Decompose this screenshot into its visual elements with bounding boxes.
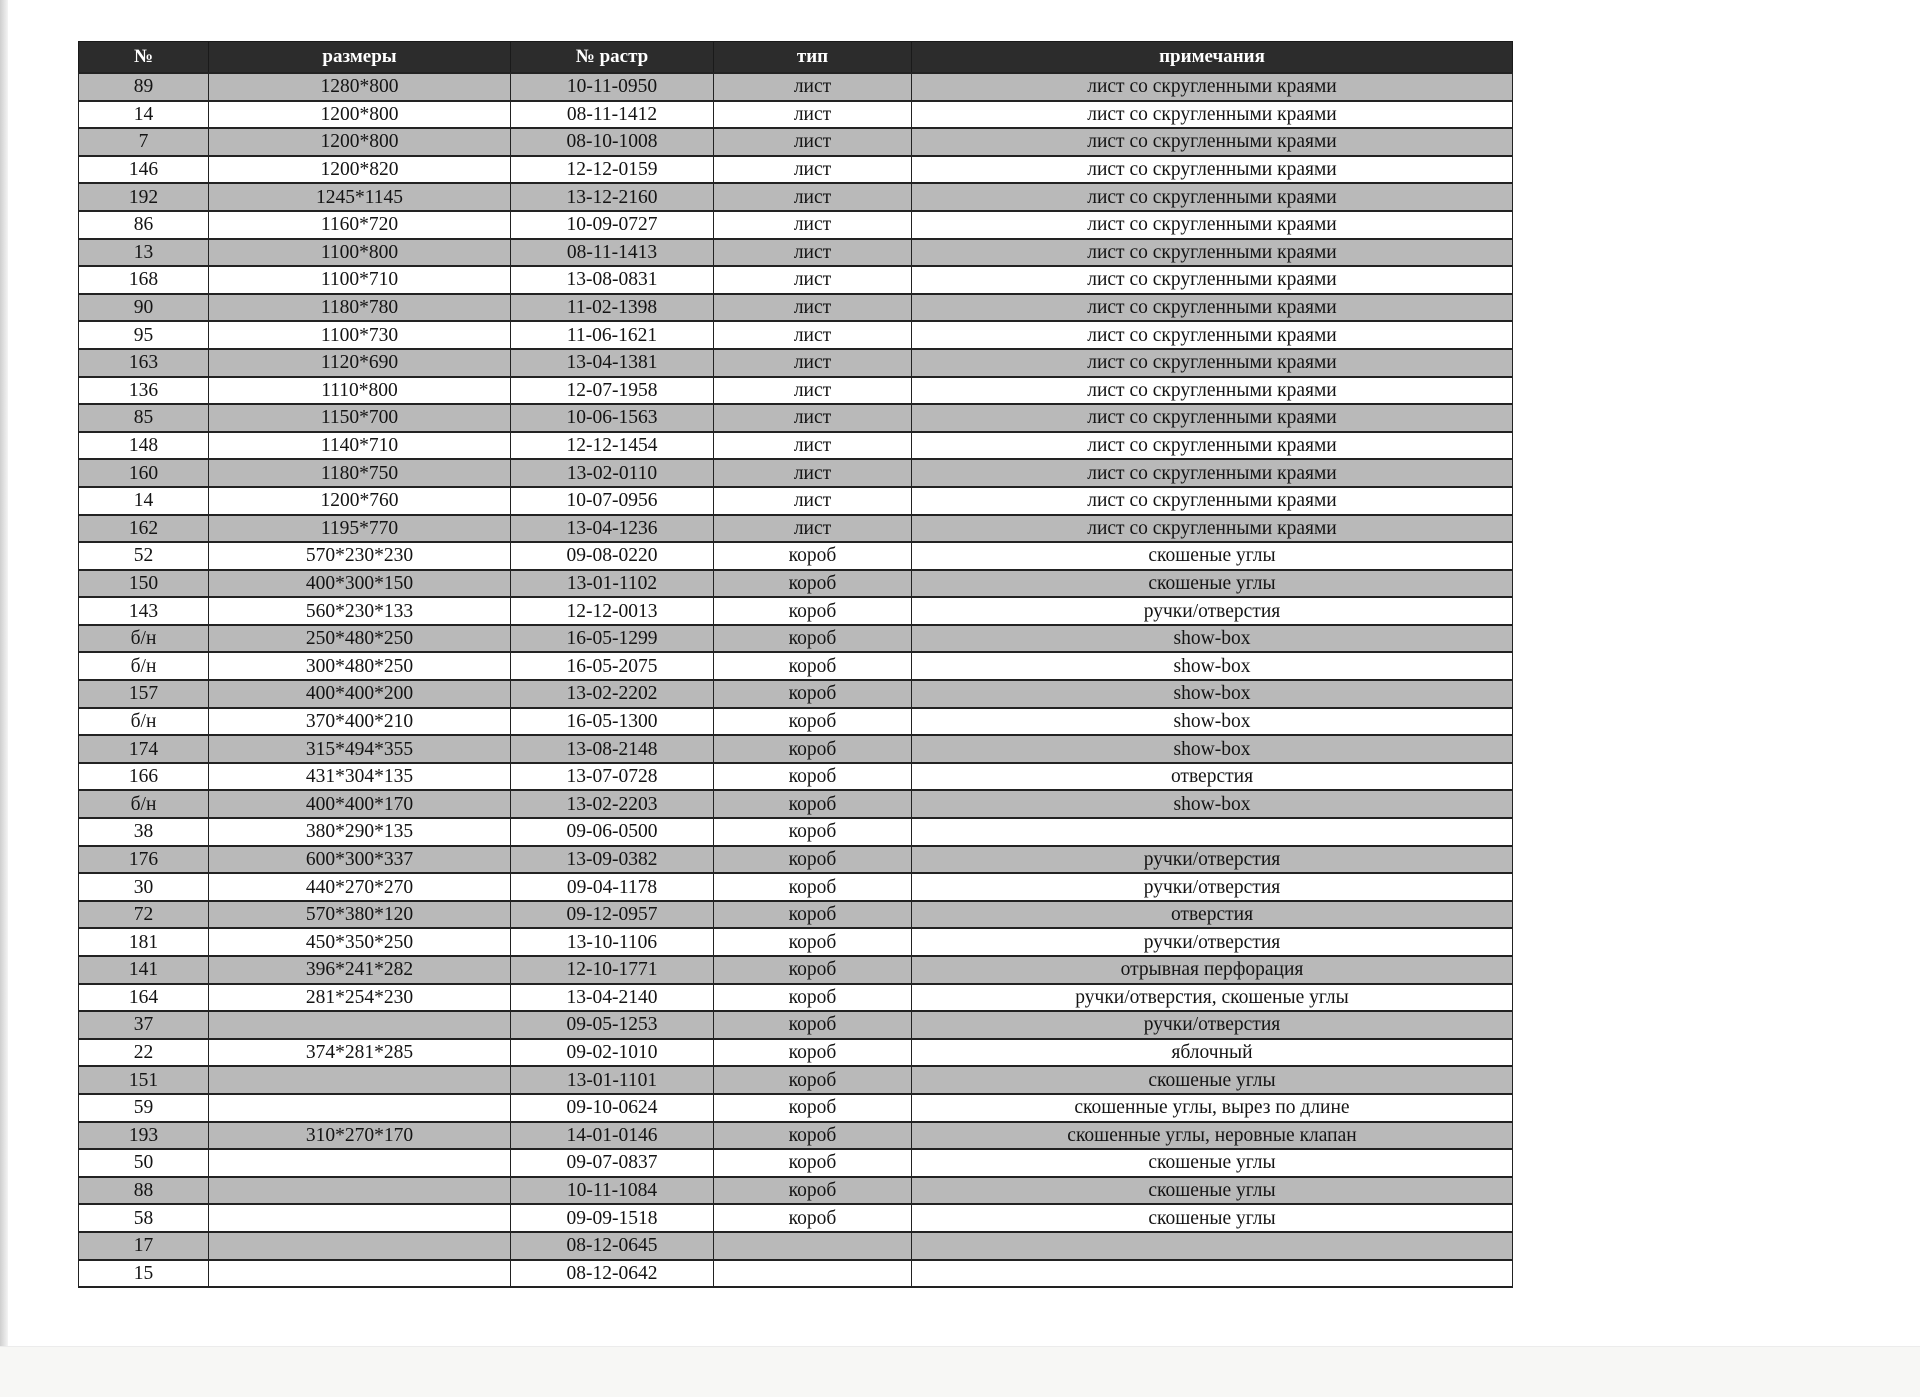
cell-dimensions: 281*254*230	[209, 984, 511, 1012]
cell-notes	[912, 818, 1513, 846]
cell-raster-number: 09-09-1518	[511, 1204, 714, 1232]
cell-dimensions: 1100*710	[209, 266, 511, 294]
cell-number: 52	[79, 542, 209, 570]
cell-notes: лист со скругленными краями	[912, 515, 1513, 543]
cell-dimensions: 1110*800	[209, 377, 511, 405]
cell-notes: ручки/отверстия	[912, 928, 1513, 956]
cell-raster-number: 13-12-2160	[511, 183, 714, 211]
cell-notes: лист со скругленными краями	[912, 294, 1513, 322]
table-row	[79, 487, 1513, 515]
cell-raster-number: 11-06-1621	[511, 321, 714, 349]
cell-dimensions: 570*230*230	[209, 542, 511, 570]
table-row	[79, 515, 1513, 543]
cell-type: лист	[714, 211, 912, 239]
cell-type: короб	[714, 625, 912, 653]
cell-number: б/н	[79, 708, 209, 736]
cell-notes	[912, 1232, 1513, 1260]
cell-type	[714, 1260, 912, 1288]
cell-number: 89	[79, 73, 209, 101]
table-row	[79, 432, 1513, 460]
cell-dimensions	[209, 1066, 511, 1094]
cell-raster-number: 08-10-1008	[511, 128, 714, 156]
table-row	[79, 404, 1513, 432]
cell-number: 15	[79, 1260, 209, 1288]
cell-notes: скошеные углы	[912, 1066, 1513, 1094]
cell-dimensions: 250*480*250	[209, 625, 511, 653]
cell-dimensions: 315*494*355	[209, 735, 511, 763]
cell-type: короб	[714, 873, 912, 901]
cell-raster-number: 13-04-1236	[511, 515, 714, 543]
table-row	[79, 156, 1513, 184]
cell-dimensions: 374*281*285	[209, 1039, 511, 1067]
cell-number: 143	[79, 597, 209, 625]
cell-number: 85	[79, 404, 209, 432]
table-row	[79, 128, 1513, 156]
cell-type: лист	[714, 128, 912, 156]
table-row	[79, 1260, 1513, 1288]
document-sheet	[78, 41, 1512, 1288]
cell-dimensions: 450*350*250	[209, 928, 511, 956]
table-row	[79, 183, 1513, 211]
cell-number: 157	[79, 680, 209, 708]
table-row	[79, 1122, 1513, 1150]
cell-type: лист	[714, 294, 912, 322]
cell-dimensions	[209, 1094, 511, 1122]
cell-raster-number: 10-07-0956	[511, 487, 714, 515]
cell-type: короб	[714, 542, 912, 570]
cell-dimensions	[209, 1149, 511, 1177]
cell-number: 59	[79, 1094, 209, 1122]
table-row	[79, 1149, 1513, 1177]
table-row	[79, 790, 1513, 818]
cell-notes: скошенные углы, вырез по длине	[912, 1094, 1513, 1122]
cell-dimensions: 1245*1145	[209, 183, 511, 211]
table-row	[79, 1011, 1513, 1039]
cell-notes: лист со скругленными краями	[912, 128, 1513, 156]
cell-number: 181	[79, 928, 209, 956]
table-row	[79, 680, 1513, 708]
cell-number: 13	[79, 239, 209, 267]
cell-notes: лист со скругленными краями	[912, 404, 1513, 432]
table-row	[79, 1177, 1513, 1205]
cell-notes: яблочный	[912, 1039, 1513, 1067]
cell-dimensions: 380*290*135	[209, 818, 511, 846]
cell-notes: лист со скругленными краями	[912, 349, 1513, 377]
cell-dimensions: 396*241*282	[209, 956, 511, 984]
header-dimensions: размеры	[209, 42, 511, 74]
cell-type: короб	[714, 1204, 912, 1232]
table-row	[79, 901, 1513, 929]
cell-number: 7	[79, 128, 209, 156]
cell-notes: лист со скругленными краями	[912, 156, 1513, 184]
cell-dimensions: 560*230*133	[209, 597, 511, 625]
cell-number: 17	[79, 1232, 209, 1260]
cell-number: 148	[79, 432, 209, 460]
cell-dimensions: 1100*800	[209, 239, 511, 267]
cell-dimensions: 1195*770	[209, 515, 511, 543]
table-row	[79, 625, 1513, 653]
cell-number: 146	[79, 156, 209, 184]
header-row	[79, 42, 1513, 74]
cell-notes: ручки/отверстия	[912, 1011, 1513, 1039]
cell-notes: show-box	[912, 708, 1513, 736]
scan-margin	[0, 1346, 1920, 1397]
cell-number: 58	[79, 1204, 209, 1232]
cell-type: лист	[714, 515, 912, 543]
cell-type: короб	[714, 1039, 912, 1067]
cell-number: 193	[79, 1122, 209, 1150]
cell-dimensions: 1200*820	[209, 156, 511, 184]
cell-number: б/н	[79, 625, 209, 653]
cell-raster-number: 09-04-1178	[511, 873, 714, 901]
cell-type: лист	[714, 156, 912, 184]
cell-number: 37	[79, 1011, 209, 1039]
cell-raster-number: 10-06-1563	[511, 404, 714, 432]
cell-type: короб	[714, 680, 912, 708]
table-row	[79, 818, 1513, 846]
table-row	[79, 1232, 1513, 1260]
cell-type: лист	[714, 459, 912, 487]
cell-type: короб	[714, 1149, 912, 1177]
table-row	[79, 73, 1513, 101]
cell-notes: лист со скругленными краями	[912, 101, 1513, 129]
cell-raster-number: 09-10-0624	[511, 1094, 714, 1122]
cell-number: 151	[79, 1066, 209, 1094]
table-row	[79, 349, 1513, 377]
cell-type: короб	[714, 956, 912, 984]
table-row	[79, 956, 1513, 984]
cell-raster-number: 13-07-0728	[511, 763, 714, 791]
cell-type: короб	[714, 763, 912, 791]
cell-type: короб	[714, 1177, 912, 1205]
cell-number: 164	[79, 984, 209, 1012]
cell-notes: show-box	[912, 625, 1513, 653]
table-row	[79, 708, 1513, 736]
cell-raster-number: 12-12-1454	[511, 432, 714, 460]
cell-raster-number: 12-12-0013	[511, 597, 714, 625]
cell-raster-number: 16-05-1299	[511, 625, 714, 653]
cell-notes: лист со скругленными краями	[912, 73, 1513, 101]
cell-notes: скошенные углы, неровные клапан	[912, 1122, 1513, 1150]
table-row	[79, 928, 1513, 956]
cell-number: 166	[79, 763, 209, 791]
cell-dimensions: 1100*730	[209, 321, 511, 349]
header-type: тип	[714, 42, 912, 74]
cell-type: лист	[714, 321, 912, 349]
cell-dimensions: 1280*800	[209, 73, 511, 101]
table-body	[79, 73, 1513, 1287]
table-row	[79, 652, 1513, 680]
cell-notes: ручки/отверстия, скошеные углы	[912, 984, 1513, 1012]
cell-type: лист	[714, 377, 912, 405]
cell-type	[714, 1232, 912, 1260]
cell-notes: скошеные углы	[912, 570, 1513, 598]
cell-raster-number: 08-11-1413	[511, 239, 714, 267]
cell-notes: лист со скругленными краями	[912, 459, 1513, 487]
cell-dimensions: 1200*800	[209, 101, 511, 129]
cell-raster-number: 12-07-1958	[511, 377, 714, 405]
cell-number: 174	[79, 735, 209, 763]
cell-number: 176	[79, 846, 209, 874]
cell-raster-number: 13-04-2140	[511, 984, 714, 1012]
cell-number: 30	[79, 873, 209, 901]
table-row	[79, 101, 1513, 129]
table-row	[79, 542, 1513, 570]
cell-dimensions: 1150*700	[209, 404, 511, 432]
cell-type: лист	[714, 183, 912, 211]
table-row	[79, 294, 1513, 322]
cell-dimensions: 600*300*337	[209, 846, 511, 874]
cell-dimensions: 1120*690	[209, 349, 511, 377]
cell-raster-number: 10-11-1084	[511, 1177, 714, 1205]
cell-number: 136	[79, 377, 209, 405]
cell-raster-number: 09-02-1010	[511, 1039, 714, 1067]
cell-number: 88	[79, 1177, 209, 1205]
cell-raster-number: 09-08-0220	[511, 542, 714, 570]
table-row	[79, 984, 1513, 1012]
header-raster-number: № растр	[511, 42, 714, 74]
cell-raster-number: 13-09-0382	[511, 846, 714, 874]
cell-type: лист	[714, 266, 912, 294]
cell-notes: лист со скругленными краями	[912, 211, 1513, 239]
table-row	[79, 459, 1513, 487]
cell-number: 150	[79, 570, 209, 598]
cell-number: 162	[79, 515, 209, 543]
table-row	[79, 1204, 1513, 1232]
table-header	[79, 42, 1513, 74]
cell-raster-number: 13-01-1101	[511, 1066, 714, 1094]
cell-number: 168	[79, 266, 209, 294]
cell-notes: лист со скругленными краями	[912, 321, 1513, 349]
cell-type: короб	[714, 1011, 912, 1039]
cell-number: 72	[79, 901, 209, 929]
cell-type: короб	[714, 708, 912, 736]
cell-notes: скошеные углы	[912, 1204, 1513, 1232]
registry-table	[78, 41, 1513, 1288]
cell-dimensions: 1160*720	[209, 211, 511, 239]
cell-raster-number: 09-05-1253	[511, 1011, 714, 1039]
cell-raster-number: 11-02-1398	[511, 294, 714, 322]
table-row	[79, 1039, 1513, 1067]
cell-dimensions: 1140*710	[209, 432, 511, 460]
cell-dimensions: 370*400*210	[209, 708, 511, 736]
cell-number: 14	[79, 487, 209, 515]
cell-dimensions: 440*270*270	[209, 873, 511, 901]
cell-type: лист	[714, 239, 912, 267]
cell-raster-number: 13-08-0831	[511, 266, 714, 294]
cell-raster-number: 14-01-0146	[511, 1122, 714, 1150]
cell-number: 95	[79, 321, 209, 349]
cell-number: 38	[79, 818, 209, 846]
cell-notes: show-box	[912, 790, 1513, 818]
cell-raster-number: 08-12-0642	[511, 1260, 714, 1288]
cell-raster-number: 08-12-0645	[511, 1232, 714, 1260]
table-row	[79, 570, 1513, 598]
cell-number: 50	[79, 1149, 209, 1177]
cell-type: короб	[714, 818, 912, 846]
cell-dimensions: 300*480*250	[209, 652, 511, 680]
cell-raster-number: 13-02-2202	[511, 680, 714, 708]
cell-dimensions	[209, 1260, 511, 1288]
cell-raster-number: 16-05-1300	[511, 708, 714, 736]
cell-notes: скошеные углы	[912, 1177, 1513, 1205]
cell-raster-number: 08-11-1412	[511, 101, 714, 129]
table-row	[79, 846, 1513, 874]
cell-notes: show-box	[912, 735, 1513, 763]
cell-type: лист	[714, 349, 912, 377]
cell-dimensions: 1180*780	[209, 294, 511, 322]
cell-dimensions	[209, 1177, 511, 1205]
cell-raster-number: 13-02-0110	[511, 459, 714, 487]
cell-dimensions: 400*300*150	[209, 570, 511, 598]
cell-notes: show-box	[912, 652, 1513, 680]
cell-type: лист	[714, 487, 912, 515]
cell-notes: лист со скругленными краями	[912, 266, 1513, 294]
cell-dimensions	[209, 1232, 511, 1260]
cell-number: 163	[79, 349, 209, 377]
cell-raster-number: 13-02-2203	[511, 790, 714, 818]
cell-type: короб	[714, 597, 912, 625]
cell-raster-number: 13-10-1106	[511, 928, 714, 956]
cell-notes: ручки/отверстия	[912, 846, 1513, 874]
cell-type: лист	[714, 73, 912, 101]
cell-dimensions: 1180*750	[209, 459, 511, 487]
cell-dimensions: 400*400*170	[209, 790, 511, 818]
cell-raster-number: 10-09-0727	[511, 211, 714, 239]
cell-notes: ручки/отверстия	[912, 873, 1513, 901]
cell-type: короб	[714, 790, 912, 818]
cell-dimensions: 1200*800	[209, 128, 511, 156]
header-notes: примечания	[912, 42, 1513, 74]
cell-raster-number: 09-12-0957	[511, 901, 714, 929]
cell-type: короб	[714, 1094, 912, 1122]
cell-dimensions	[209, 1204, 511, 1232]
cell-type: короб	[714, 901, 912, 929]
cell-notes: отрывная перфорация	[912, 956, 1513, 984]
cell-notes: лист со скругленными краями	[912, 377, 1513, 405]
scan-edge	[0, 0, 8, 1396]
cell-dimensions: 570*380*120	[209, 901, 511, 929]
cell-type: короб	[714, 984, 912, 1012]
cell-type: короб	[714, 652, 912, 680]
cell-raster-number: 16-05-2075	[511, 652, 714, 680]
cell-notes: скошеные углы	[912, 1149, 1513, 1177]
cell-number: 90	[79, 294, 209, 322]
cell-notes: лист со скругленными краями	[912, 239, 1513, 267]
cell-raster-number: 13-08-2148	[511, 735, 714, 763]
table-row	[79, 735, 1513, 763]
cell-notes: лист со скругленными краями	[912, 432, 1513, 460]
cell-type: короб	[714, 570, 912, 598]
cell-number: б/н	[79, 790, 209, 818]
table-row	[79, 377, 1513, 405]
table-row	[79, 321, 1513, 349]
cell-dimensions: 431*304*135	[209, 763, 511, 791]
cell-raster-number: 13-04-1381	[511, 349, 714, 377]
cell-type: лист	[714, 432, 912, 460]
table-row	[79, 266, 1513, 294]
cell-notes: отверстия	[912, 763, 1513, 791]
cell-type: короб	[714, 928, 912, 956]
cell-type: короб	[714, 1066, 912, 1094]
table-row	[79, 1066, 1513, 1094]
cell-raster-number: 10-11-0950	[511, 73, 714, 101]
cell-dimensions	[209, 1011, 511, 1039]
cell-type: лист	[714, 404, 912, 432]
table-row	[79, 211, 1513, 239]
cell-number: 192	[79, 183, 209, 211]
table-row	[79, 873, 1513, 901]
cell-notes: скошеные углы	[912, 542, 1513, 570]
cell-raster-number: 13-01-1102	[511, 570, 714, 598]
cell-number: 22	[79, 1039, 209, 1067]
table-row	[79, 597, 1513, 625]
cell-number: 14	[79, 101, 209, 129]
cell-notes: show-box	[912, 680, 1513, 708]
cell-notes: ручки/отверстия	[912, 597, 1513, 625]
cell-raster-number: 12-10-1771	[511, 956, 714, 984]
cell-type: лист	[714, 101, 912, 129]
cell-number: 86	[79, 211, 209, 239]
header-number: №	[79, 42, 209, 74]
cell-notes: лист со скругленными краями	[912, 183, 1513, 211]
cell-raster-number: 12-12-0159	[511, 156, 714, 184]
table-row	[79, 239, 1513, 267]
cell-notes	[912, 1260, 1513, 1288]
cell-dimensions: 400*400*200	[209, 680, 511, 708]
cell-raster-number: 09-07-0837	[511, 1149, 714, 1177]
table-row	[79, 763, 1513, 791]
cell-dimensions: 310*270*170	[209, 1122, 511, 1150]
cell-raster-number: 09-06-0500	[511, 818, 714, 846]
cell-number: б/н	[79, 652, 209, 680]
cell-type: короб	[714, 846, 912, 874]
cell-type: короб	[714, 735, 912, 763]
table-row	[79, 1094, 1513, 1122]
cell-number: 141	[79, 956, 209, 984]
cell-dimensions: 1200*760	[209, 487, 511, 515]
cell-notes: лист со скругленными краями	[912, 487, 1513, 515]
cell-type: короб	[714, 1122, 912, 1150]
cell-notes: отверстия	[912, 901, 1513, 929]
cell-number: 160	[79, 459, 209, 487]
